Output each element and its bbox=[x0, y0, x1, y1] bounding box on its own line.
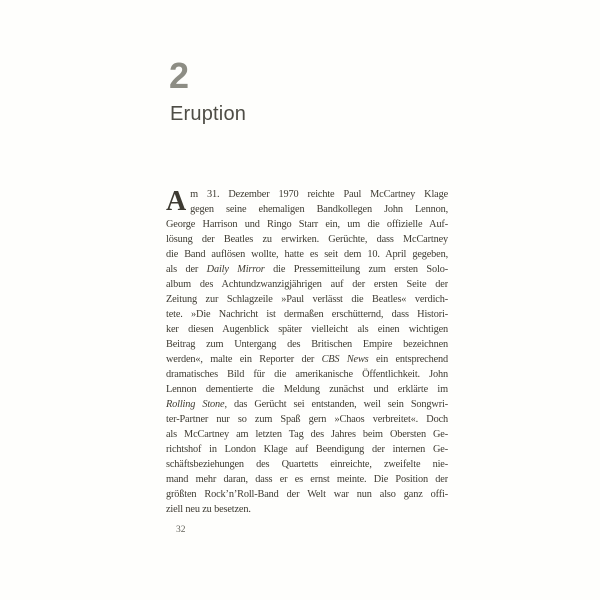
text-segment: ein entsprechend bbox=[368, 354, 448, 365]
text-line bbox=[166, 247, 448, 262]
text-segment: als der bbox=[166, 264, 207, 275]
text-line bbox=[166, 292, 448, 307]
text-line bbox=[166, 382, 448, 397]
italic-text: Rolling Stone bbox=[166, 399, 225, 410]
text-segment: Beitrag zum Untergang des Britischen Empire bezeichnen bbox=[166, 339, 448, 350]
text-line bbox=[190, 202, 448, 217]
italic-text: Daily Mirror bbox=[206, 264, 265, 275]
text-segment: Lennon dementierte die Meldung zunächst und erklärte im bbox=[166, 384, 448, 395]
text-line bbox=[166, 442, 448, 457]
text-line bbox=[166, 232, 448, 247]
text-segment: als McCartney am letzten Tag des Jahres beim Obersten Ge- bbox=[166, 429, 448, 440]
text-segment: schäftsbeziehungen des Quartetts einreichte, zweifelte nie- bbox=[166, 459, 448, 470]
text-segment: ker diesen Augenblick später vielleicht als einen wichtigen bbox=[166, 324, 448, 335]
text-line bbox=[166, 472, 448, 487]
text-line bbox=[166, 427, 448, 442]
page-number: 32 bbox=[176, 525, 186, 535]
text-line bbox=[166, 412, 448, 427]
body-paragraph bbox=[166, 187, 448, 517]
text-line bbox=[166, 397, 448, 412]
text-line bbox=[166, 277, 448, 292]
italic-text: CBS News bbox=[321, 354, 369, 365]
text-line bbox=[166, 457, 448, 472]
text-line bbox=[166, 262, 448, 277]
text-segment: richtshof in London Klage auf Beendigung der internen Ge- bbox=[166, 444, 448, 455]
text-line bbox=[166, 322, 448, 337]
text-line bbox=[166, 367, 448, 382]
text-line bbox=[166, 502, 448, 517]
text-segment: album des Achtundzwanzigjährigen auf der ersten Seite der bbox=[166, 279, 448, 290]
text-segment: gegen seine ehemaligen Bandkollegen John Lennon, bbox=[190, 204, 448, 215]
text-line bbox=[166, 352, 448, 367]
chapter-number: 2 bbox=[169, 55, 190, 96]
text-segment: größten Rock’n’Roll-Band der Welt war nun also ganz offi- bbox=[166, 489, 448, 500]
text-segment: ziell neu zu besetzen. bbox=[166, 504, 251, 515]
text-segment: m 31. Dezember 1970 reichte Paul McCartney Klage bbox=[190, 189, 448, 200]
text-segment: werden«, malte ein Reporter der bbox=[166, 354, 322, 365]
chapter-title: Eruption bbox=[170, 103, 247, 125]
text-line bbox=[166, 487, 448, 502]
text-segment: ter-Partner nur so zum Spaß gern »Chaos verbreitet«. Doch bbox=[166, 414, 448, 425]
text-segment: die Pressemitteilung zum ersten Solo- bbox=[264, 264, 448, 275]
text-line bbox=[166, 307, 448, 322]
text-segment: , das Gerücht sei entstanden, weil sein Songwri- bbox=[224, 399, 448, 410]
text-segment: die Band auflösen wollte, hatte es seit dem 10. April gegeben, bbox=[166, 249, 448, 260]
text-line bbox=[166, 217, 448, 232]
text-line bbox=[166, 337, 448, 352]
text-segment: Zeitung zur Schlagzeile »Paul verlässt die Beatles« verdich- bbox=[166, 294, 448, 305]
text-segment: mand mehr daran, dass er es ernst meinte. Die Position der bbox=[166, 474, 448, 485]
text-segment: lösung der Beatles zu erwirken. Gerüchte, dass McCartney bbox=[166, 234, 448, 245]
drop-cap: A bbox=[166, 186, 187, 217]
text-segment: tete. »Die Nachricht ist dermaßen erschütternd, dass Histori- bbox=[166, 309, 448, 320]
text-line bbox=[190, 187, 448, 202]
text-segment: George Harrison und Ringo Starr ein, um die offizielle Auf- bbox=[166, 219, 448, 230]
text-segment: dramatisches Bild für die amerikanische Öffentlichkeit. John bbox=[166, 369, 448, 380]
